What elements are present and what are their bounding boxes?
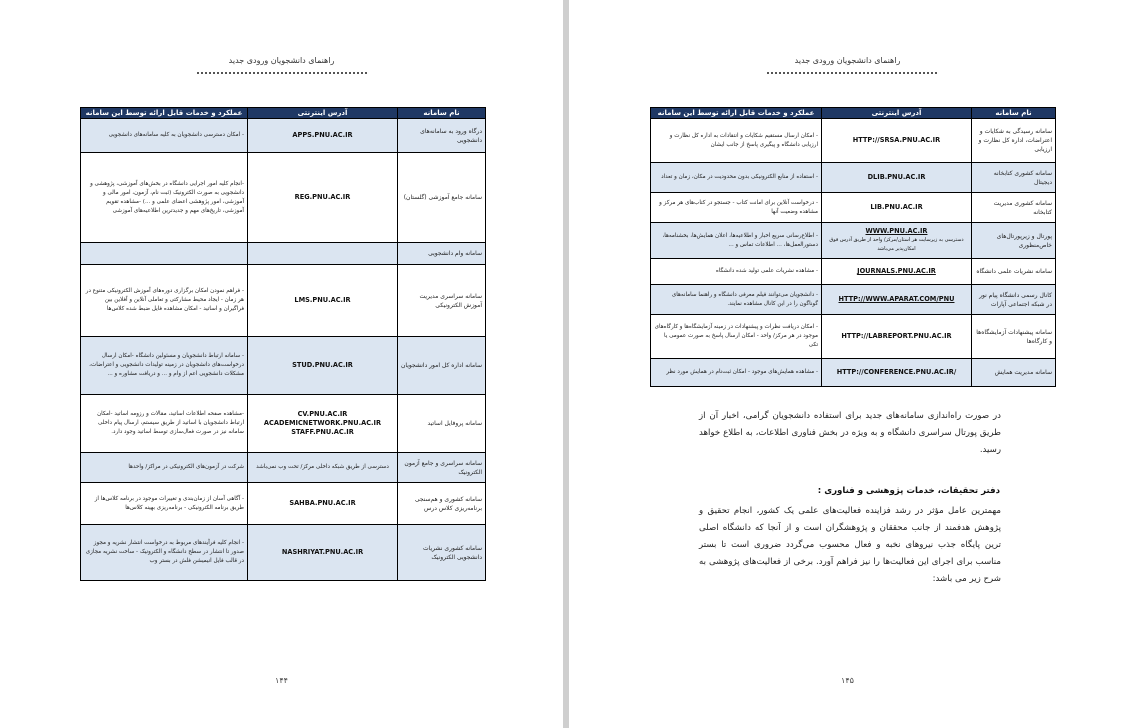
system-url[interactable]: JOURNALS.PNU.AC.IR <box>822 259 972 285</box>
system-name: سامانه نشریات علمی دانشگاه <box>972 259 1056 285</box>
system-name: سامانه پیشنهادات آزمایشگاه‌ها و کارگاه‌ها <box>972 315 1056 359</box>
header-dotted-rule <box>197 72 367 74</box>
system-url: DLIB.PNU.AC.IR <box>822 163 972 193</box>
system-desc: - انجام کلیه فرآیندهای مربوط به درخواست انتشار نشریه و مجوز صدور تا انتشار در سطح دانشگاه و الکترونیک - ساخت نشریه مجازی در قالب فایل انیمیشن فلش در بستر وب <box>81 525 248 581</box>
system-desc: - درخواست آنلاین برای امانت کتاب - جستجو در کتاب‌های هر مرکز و مشاهده وضعیت آنها <box>651 193 822 223</box>
page-number: ۱۴۵ <box>841 676 854 685</box>
system-url: APPS.PNU.AC.IR <box>248 119 398 153</box>
system-name: سامانه کشوری نشریات دانشجویی الکترونیک <box>398 525 486 581</box>
table-row <box>651 163 1056 193</box>
table-row <box>81 453 486 483</box>
col-header-function: عملکرد و خدمات قابل ارائه توسط این سامانه <box>81 108 248 119</box>
url-note: دسترسی به زیرسایت هر استان/مرکز/ واحد از طریق آدرس فوق امکان‌پذیر می‌باشد <box>829 237 964 252</box>
system-url: REG.PNU.AC.IR <box>248 153 398 243</box>
table-header-row <box>651 108 1056 119</box>
system-name: سامانه پروفایل اساتید <box>398 395 486 453</box>
system-desc: - فراهم نمودن امکان برگزاری دوره‌های آموزش الکترونیکی متنوع در هر زمان - ایجاد محیط مشارکتی و تعاملی آنلاین و آفلاین بین فراگیران و اساتید - امکان مشاهده فایل ضبط شده کلاس‌ها <box>81 265 248 337</box>
system-desc: - استفاده از منابع الکترونیکی بدون محدودیت در مکان، زمان و تعداد <box>651 163 822 193</box>
system-url: HTTP://LABREPORT.PNU.AC.IR <box>822 315 972 359</box>
table-row <box>81 483 486 525</box>
system-name: سامانه سراسری مدیریت آموزش الکترونیکی <box>398 265 486 337</box>
system-url: LMS.PNU.AC.IR <box>248 265 398 337</box>
section-heading: دفتر تحقیقات، خدمات پژوهشی و فناوری : <box>817 486 1000 496</box>
system-desc: - امکان دسترسی دانشجویان به کلیه سامانه‌های دانشجویی <box>81 119 248 153</box>
system-url: SAHBA.PNU.AC.IR <box>248 483 398 525</box>
right-page <box>569 0 1126 728</box>
system-url-cell <box>822 223 972 259</box>
col-header-name: نام سامانه <box>398 108 486 119</box>
system-url <box>248 243 398 265</box>
table-row <box>651 119 1056 163</box>
system-name: سامانه وام دانشجویی <box>398 243 486 265</box>
system-name: سامانه اداره کل امور دانشجویان <box>398 337 486 395</box>
running-header: راهنمای دانشجویان ورودی جدید <box>228 56 335 65</box>
system-name: سامانه سراسری و جامع آزمون الکترونیک <box>398 453 486 483</box>
services-table-left <box>80 107 486 581</box>
col-header-name: نام سامانه <box>972 108 1056 119</box>
research-paragraph: مهمترین عامل مؤثر در رشد فزاینده فعالیت‌های علمی یک کشور، انجام تحقیق و پژوهش هدفمند از جانب محققان و پژوهشگران است و از آنجا که دانشگاه اصلی ترین پایگاه جذب نیروهای نخبه و فعال محسوب می‌گردد ضروری است تا بستر مناسب برای اجرای این فعالیت‌ها را نیز فراهم آورد. برخی از فعالیت‌های پژوهشی به شرح زیر می باشد: <box>699 506 1001 584</box>
col-header-function: عملکرد و خدمات قابل ارائه توسط این سامانه <box>651 108 822 119</box>
system-url: CV.PNU.AC.IR ACADEMICNETWORK.PNU.AC.IR STAFF.PNU.AC.IR <box>248 395 398 453</box>
table-row <box>651 285 1056 315</box>
table-row <box>651 315 1056 359</box>
system-url: NASHRIYAT.PNU.AC.IR <box>248 525 398 581</box>
table-row <box>81 243 486 265</box>
table-row <box>81 337 486 395</box>
table-row <box>651 223 1056 259</box>
intro-paragraph: در صورت راه‌اندازی سامانه‌های جدید برای استفاده دانشجویان گرامی، اخبار آن از طریق پورتال سراسری دانشگاه و به ویژه در بخش فناوری اطلاعات، به اطلاع خواهد رسید. <box>699 411 1001 455</box>
page-number: ۱۴۴ <box>275 676 288 685</box>
services-table-right <box>650 107 1056 387</box>
table-row <box>651 359 1056 387</box>
system-desc: -انجام کلیه امور اجرایی دانشگاه در بخش‌های آموزشی، پژوهشی و دانشجویی به صورت الکترونیک (ثبت نام، آزمون، امور مالی و آموزشی، امور پژوهشی اعضای علمی و ...) -مشاهده تقویم آموزشی، تاریخ‌های مهم و جدیدترین اطلاعیه‌های آموزشی <box>81 153 248 243</box>
system-desc: - سامانه ارتباط دانشجویان و مسئولین دانشگاه -امکان ارسال درخواست‌های دانشجویان در زمینه تولیدات دانشجویی و اعتراضات، مشکلات دانشجویی اعم از وام و ... و دریافت مشاوره و ... <box>81 337 248 395</box>
system-url: STUD.PNU.AC.IR <box>248 337 398 395</box>
running-header: راهنمای دانشجویان ورودی جدید <box>794 56 901 65</box>
table-row <box>651 193 1056 223</box>
table-header-row <box>81 108 486 119</box>
system-url: HTTP://CONFERENCE.PNU.AC.IR/ <box>822 359 972 387</box>
table-row <box>81 395 486 453</box>
system-name: کانال رسمی دانشگاه پیام نور در شبکه اجتماعی آپارات <box>972 285 1056 315</box>
system-url: LIB.PNU.AC.IR <box>822 193 972 223</box>
col-header-address: آدرس اینترنتی <box>248 108 398 119</box>
system-desc: شرکت در آزمون‌های الکترونیکی در مراکز/ واحدها <box>81 453 248 483</box>
system-name: سامانه کشوری مدیریت کتابخانه <box>972 193 1056 223</box>
system-url[interactable]: HTTP://WWW.APARAT.COM/PNU <box>822 285 972 315</box>
system-name: سامانه کشوری و هم‌سنجی برنامه‌ریزی کلاس درس <box>398 483 486 525</box>
system-url[interactable]: WWW.PNU.AC.IR <box>865 227 928 235</box>
system-desc: - آگاهی آسان از زمان‌بندی و تغییرات موجود در برنامه کلاس‌ها از طریق برنامه الکترونیکی - برنامه‌ریزی بهینه کلاس‌ها <box>81 483 248 525</box>
header-dotted-rule <box>767 72 937 74</box>
col-header-address: آدرس اینترنتی <box>822 108 972 119</box>
system-url: دسترسی از طریق شبکه داخلی مرکز/ تحت وب نمی‌باشد <box>248 453 398 483</box>
system-desc: - دانشجویان می‌توانند فیلم معرفی دانشگاه و راهنما سامانه‌های گوناگون را در این کانال مشاهده نمایند. <box>651 285 822 315</box>
system-desc: - مشاهده نشریات علمی تولید شده دانشگاه <box>651 259 822 285</box>
system-desc: - اطلاع‌رسانی سریع اخبار و اطلاعیه‌ها، اعلان همایش‌ها، بخشنامه‌ها، دستورالعمل‌ها، ... اطلاعات تماس و ... <box>651 223 822 259</box>
system-url: HTTP://SRSA.PNU.AC.IR <box>822 119 972 163</box>
system-name: درگاه ورود به سامانه‌های دانشجویی <box>398 119 486 153</box>
system-desc: - امکان ارسال مستقیم شکایات و انتقادات به اداره کل نظارت و ارزیابی دانشگاه و پیگیری پاسخ از جانب ایشان <box>651 119 822 163</box>
system-desc: - امکان دریافت نظرات و پیشنهادات در زمینه آزمایشگاه‌ها و کارگاه‌های موجود در هر مرکز/ واحد - امکان ارسال پاسخ به صورت عمومی یا تکی <box>651 315 822 359</box>
system-desc: -مشاهده صفحه اطلاعات اساتید، مقالات و رزومه اساتید -امکان ارتباط دانشجویان با اساتید از طریق سیستم، ارسال پیام داخلی سامانه نیز در صورت فعال‌سازی توسط اساتید وجود دارد. <box>81 395 248 453</box>
table-row <box>81 153 486 243</box>
system-desc <box>81 243 248 265</box>
table-row <box>81 119 486 153</box>
system-name: سامانه جامع آموزشی (گلستان) <box>398 153 486 243</box>
table-row <box>81 525 486 581</box>
system-name: پورتال و زیرپورتال‌های خاص‌منظوری <box>972 223 1056 259</box>
system-name: سامانه مدیریت همایش <box>972 359 1056 387</box>
system-name: سامانه رسیدگی به شکایات و اعتراضات، اداره کل نظارت و ارزیابی <box>972 119 1056 163</box>
system-name: سامانه کشوری کتابخانه دیجیتال <box>972 163 1056 193</box>
system-desc: - مشاهده همایش‌های موجود - امکان ثبت‌نام در همایش مورد نظر <box>651 359 822 387</box>
table-row <box>651 259 1056 285</box>
table-row <box>81 265 486 337</box>
